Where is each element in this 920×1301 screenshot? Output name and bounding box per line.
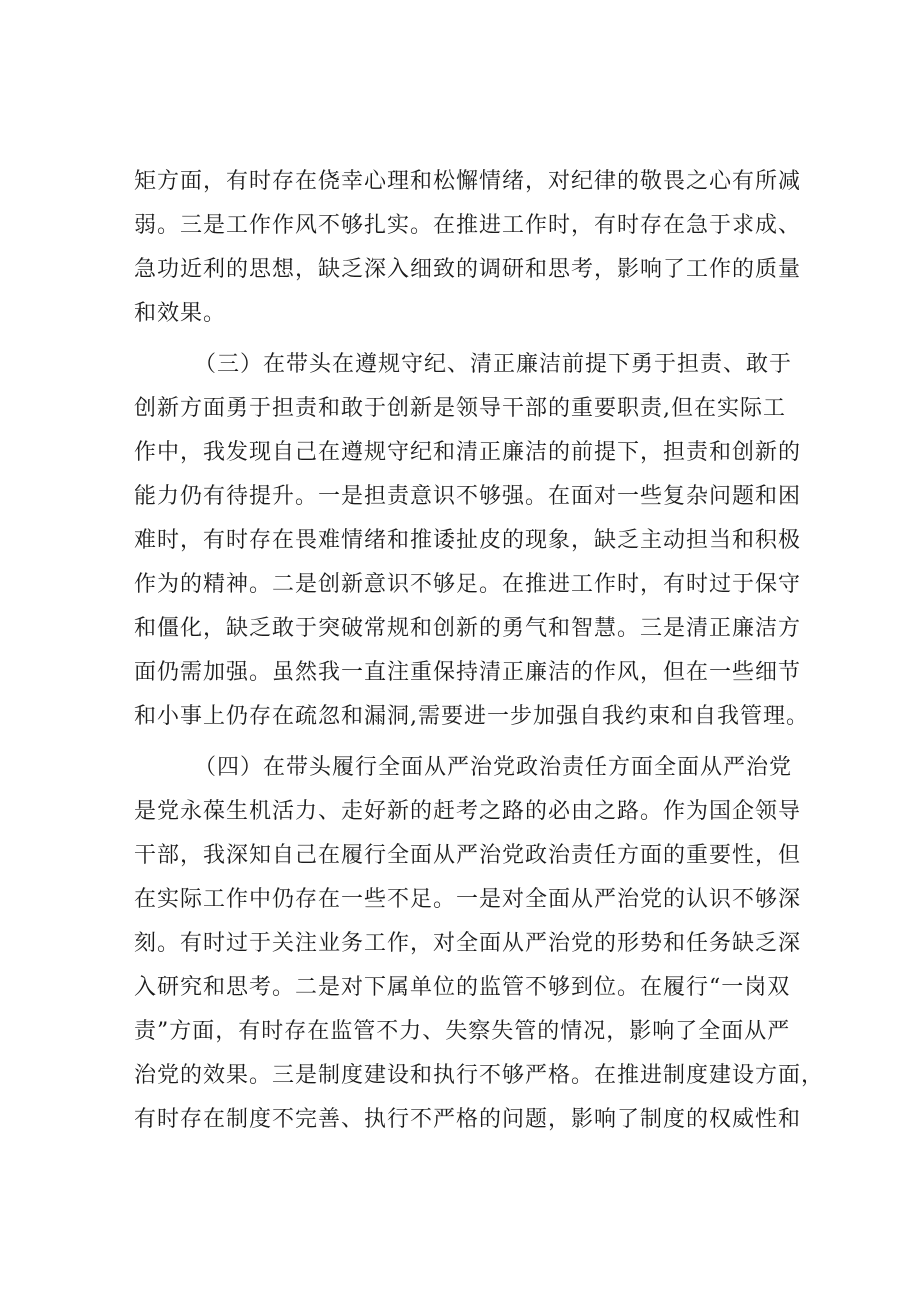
text-line: 治党的效果。三是制度建设和执行不够严格。在推进制度建设方面，	[134, 1063, 825, 1088]
text-line: 是党永葆生机活力、走好新的赶考之路的必由之路。作为国企领导	[134, 799, 802, 824]
text-line: 矩方面，有时存在侥幸心理和松懈情绪，对纪律的敬畏之心有所减	[134, 169, 802, 194]
text-line: 有时存在制度不完善、执行不严格的问题，影响了制度的权威性和	[134, 1107, 802, 1132]
text-line: 入研究和思考。二是对下属单位的监管不够到位。在履行“一岗双	[134, 975, 791, 1000]
text-line: 创新方面勇于担责和敢于创新是领导干部的重要职责,但在实际工	[134, 396, 786, 421]
text-line: 刻。有时过于关注业务工作，对全面从严治党的形势和任务缺乏深	[134, 931, 802, 956]
text-line: 在实际工作中仍存在一些不足。一是对全面从严治党的认识不够深	[134, 887, 802, 912]
text-line: 难时，有时存在畏难情绪和推诿扯皮的现象，缺乏主动担当和积极	[134, 528, 802, 553]
text-line: 和小事上仍存在疏忽和漏洞,需要进一步加强自我约束和自我管理。	[134, 704, 809, 729]
text-line: 作中，我发现自己在遵规守纪和清正廉洁的前提下，担责和创新的	[134, 440, 802, 465]
text-line: 能力仍有待提升。一是担责意识不够强。在面对一些复杂问题和困	[134, 484, 802, 509]
text-line: 责”方面，有时存在监管不力、失察失管的情况，影响了全面从严	[134, 1019, 791, 1044]
text-line: 面仍需加强。虽然我一直注重保持清正廉洁的作风，但在一些细节	[134, 660, 802, 685]
text-line: 急功近利的思想，缺乏深入细致的调研和思考，影响了工作的质量	[134, 257, 802, 282]
paragraph-heading-three: （三）在带头在遵规守纪、清正廉洁前提下勇于担责、敢于	[194, 352, 793, 377]
text-line: 和效果。	[134, 301, 227, 326]
paragraph-heading-four: （四）在带头履行全面从严治党政治责任方面全面从严治党	[194, 755, 793, 780]
text-line: 弱。三是工作作风不够扎实。在推进工作时，有时存在急于求成、	[134, 213, 802, 238]
text-line: 和僵化，缺乏敢于突破常规和创新的勇气和智慧。三是清正廉洁方	[134, 616, 802, 641]
text-line: 干部，我深知自己在履行全面从严治党政治责任方面的重要性，但	[134, 843, 802, 868]
text-line: 作为的精神。二是创新意识不够足。在推进工作时，有时过于保守	[134, 572, 802, 597]
